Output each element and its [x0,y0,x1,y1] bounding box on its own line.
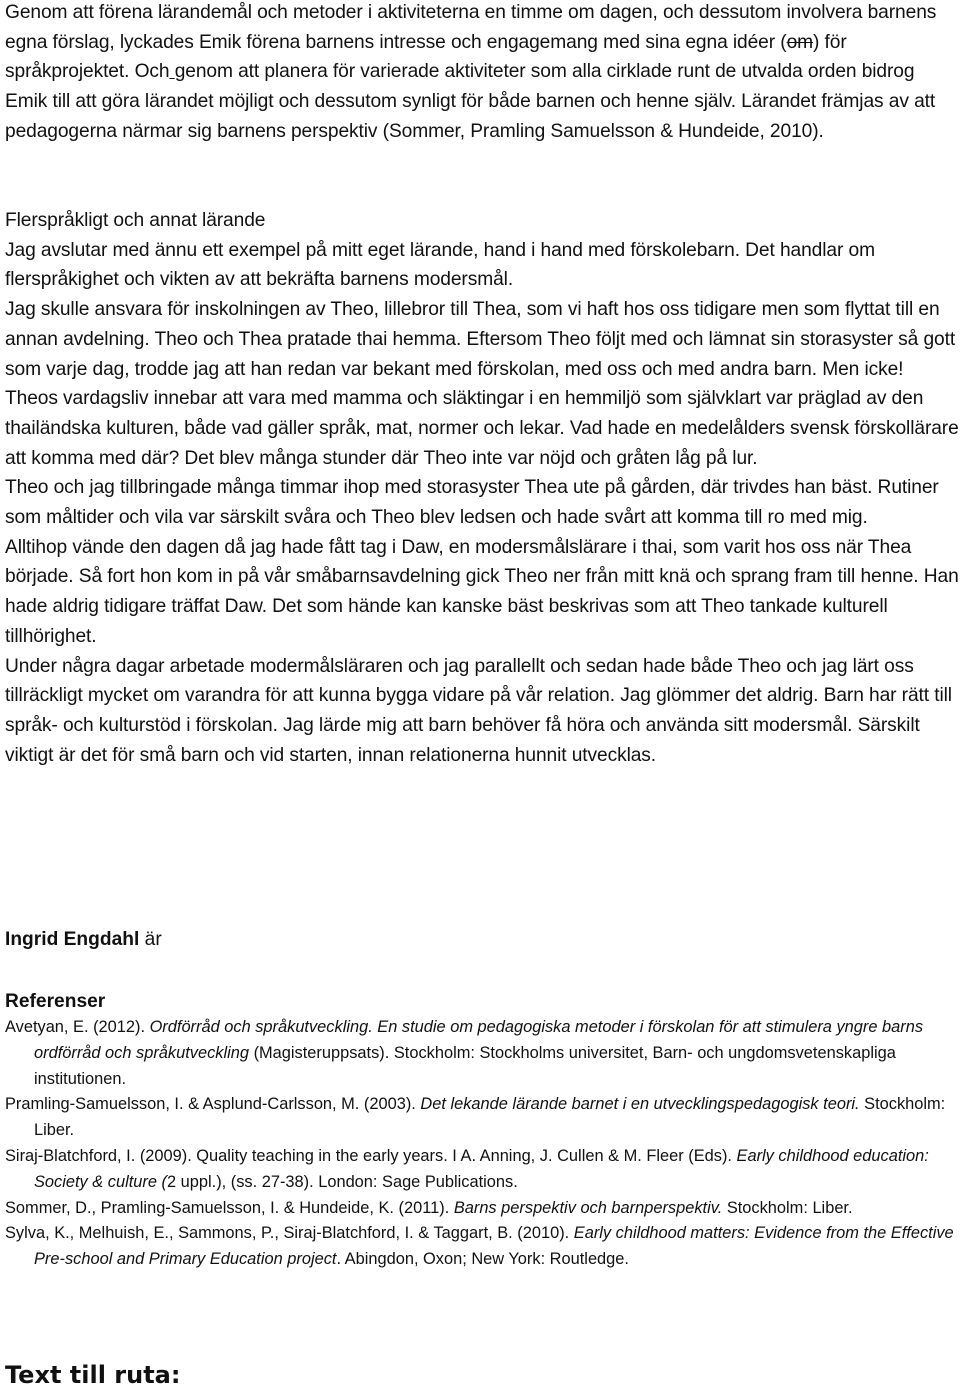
author-line [5,925,162,954]
section-multilingual [5,206,960,770]
reference-publisher: Stockholm: Liber. [34,1095,946,1140]
references-heading: Referenser [5,991,106,1012]
intro-part4: Emik till att göra lärandet möjligt och dessutom synligt för både barnen och henne själv. Lärandet främjas av att pedagogerna närmar sig barnens perspektiv (Sommer, Pramling Samuelsson & Hundeide, 2010). [5,91,936,142]
section-heading: Flerspråkligt och annat lärande [5,210,266,231]
author-suffix: är [139,929,162,950]
reference-title: Ordförråd och språkutveckling. En studie om pedagogiska metoder i förskolan för att stimulera yngre barns ordförråd och språkutveckling [34,1018,924,1062]
reference-title: Det lekande lärande barnet i en utvecklingspedagogisk teori. [420,1095,860,1114]
reference-publisher: (Magisteruppsats). Stockholm: Stockholms universitet, Barn- och ungdomsvetenskapliga institutionen. [34,1043,896,1088]
reference-title: Barns perspektiv och barnperspektiv. [453,1198,723,1217]
reference-item [5,1144,960,1196]
author-name: Ingrid Engdahl [5,929,140,950]
reference-item [5,1196,960,1222]
reference-publisher: . Abingdon, Oxon; New York: Routledge. [336,1250,629,1269]
section-paragraph: Theo och jag tillbringade många timmar ihop med storasyster Thea ute på gården, där trivdes han bäst. Rutiner som måltider och vila var särskilt svåra och Theo blev ledsen och hade svårt att komma till ro med mig. [5,477,939,529]
reference-publisher: Stockholm: Liber. [722,1198,853,1217]
intro-paragraph [5,0,960,147]
reference-item [5,1221,960,1273]
section-paragraph: Theos vardagsliv innebar att vara med mamma och släktingar i en hemmiljö som självklart var präglad av den thailändska kulturen, både vad gäller språk, mat, normer och lekar. Vad hade en medelålders svensk förskollärare att komma med där? Det blev många stunder där Theo inte var nöjd och gråten låg på lur. [5,388,959,469]
reference-authors: Pramling-Samuelsson, I. & Asplund-Carlsson, M. (2003). [5,1095,421,1114]
intro-part2: ) för språkprojektet. Och [5,31,847,83]
reference-authors: Siraj-Blatchford, I. (2009). Quality teaching in the early years. I A. Anning, J. Cullen & M. Fleer (Eds). [5,1146,737,1165]
intro-part1: Genom att förena lärandemål och metoder i aktiviteterna en timme om dagen, och dessutom involvera barnens egna förslag, lyckades Emik förena barnens intresse och engagemang med sina egna idéer ( [5,2,937,53]
box-title: Text till ruta: [5,1361,181,1389]
section-paragraph: Jag skulle ansvara för inskolningen av Theo, lillebror till Thea, som vi haft hos oss tidigare men som flyttat till en annan avdelning. Theo och Thea pratade thai hemma. Eftersom Theo följt med och lämnat sin storasyster så gott som varje dag, trodde jag att han redan var bekant med förskolan, med oss och med andra barn. Men icke! [5,299,956,380]
reference-authors: Sommer, D., Pramling-Samuelsson, I. & Hundeide, K. (2011). [5,1198,454,1217]
reference-title: Early childhood education: Society & culture ( [34,1146,929,1191]
section-paragraph: Jag avslutar med ännu ett exempel på mitt eget lärande, hand i hand med förskolebarn. Det handlar om flerspråkighet och vikten av att bekräfta barnens modersmål. [5,239,875,291]
reference-item [5,1015,960,1092]
reference-item [5,1092,960,1144]
reference-title: Early childhood matters: Evidence from the Effective Pre-school and Primary Education project [34,1224,954,1269]
reference-publisher: 2 uppl.), (ss. 27-38). London: Sage Publications. [167,1172,518,1191]
intro-part3: genom att planera för varierade aktiviteter som alla cirklade runt de utvalda orden bidrog [174,61,915,83]
references-list [5,1015,960,1273]
struck-word: om [786,31,814,53]
reference-authors: Sylva, K., Melhuish, E., Sammons, P., Siraj-Blatchford, I. & Taggart, B. (2010). [5,1224,574,1243]
reference-authors: Avetyan, E. (2012). [5,1018,150,1036]
section-paragraph: Alltihop vände den dagen då jag hade fått tag i Daw, en modersmålslärare i thai, som varit hos oss när Thea började. Så fort hon kom in på vår småbarnsavdelning gick Theo ner från mitt knä och sprang fram till henne. Han hade aldrig tidigare träffat Daw. Det som hände kan kanske bäst beskrivas som att Theo tankade kulturell tillhörighet. [5,536,959,647]
section-paragraph: Under några dagar arbetade modermålsläraren och jag parallellt och sedan hade både Theo och jag lärt oss tillräckligt mycket om varandra för att kunna bygga vidare på vår relation. Jag glömmer det aldrig. Barn har rätt till språk- och kulturstöd i förskolan. Jag lärde mig att barn behöver få höra och använda sitt modersmål. Särskilt viktigt är det för små barn och vid starten, innan relationerna hunnit utvecklas. [5,655,952,766]
